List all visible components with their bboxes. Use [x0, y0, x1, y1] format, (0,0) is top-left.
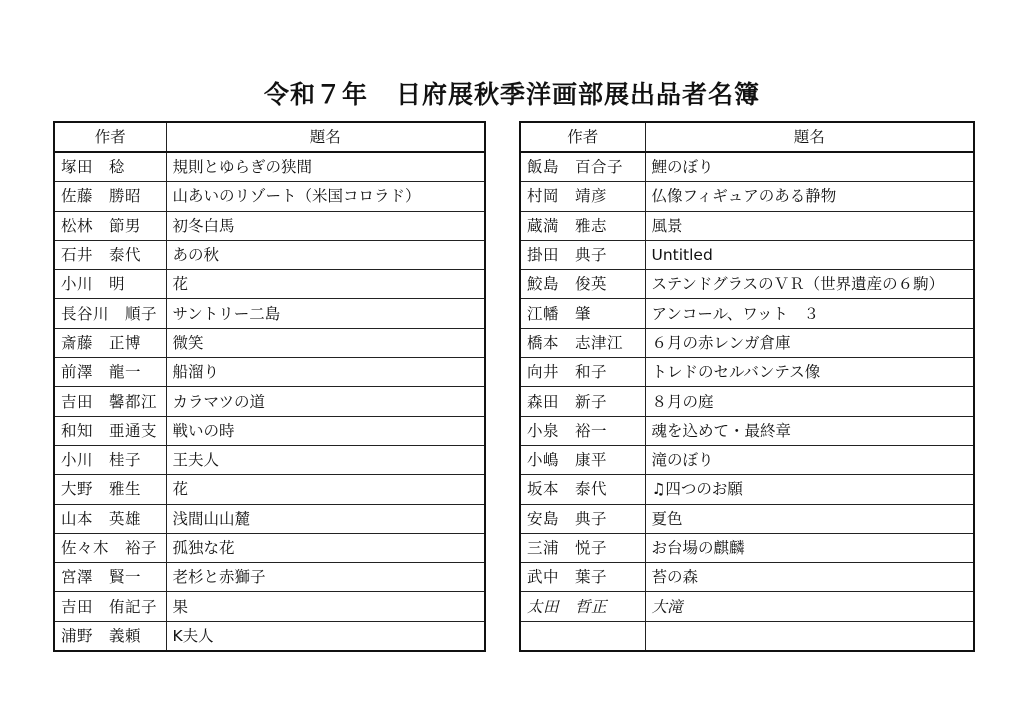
artwork-title: 規則とゆらぎの狭間 [166, 152, 485, 182]
artwork-title: 仏像フィギュアのある静物 [645, 182, 974, 211]
artwork-title: 初冬白馬 [166, 211, 485, 240]
author-name: 石井 泰代 [54, 240, 166, 269]
artwork-title: 微笑 [166, 328, 485, 357]
artwork-title: ステンドグラスのＶＲ（世界遺産の６駒） [645, 270, 974, 299]
table-row [520, 299, 974, 328]
table-row [54, 152, 485, 182]
table-row [520, 211, 974, 240]
author-name: 佐々木 裕子 [54, 533, 166, 562]
author-name: 斎藤 正博 [54, 328, 166, 357]
table-row [54, 270, 485, 299]
artwork-title: 孤独な花 [166, 533, 485, 562]
table-row [54, 592, 485, 621]
artwork-title: トレドのセルバンテス像 [645, 358, 974, 387]
artwork-title: ８月の庭 [645, 387, 974, 416]
author-name: 前澤 龍一 [54, 358, 166, 387]
title-header: 題名 [645, 122, 974, 152]
artwork-title: 王夫人 [166, 445, 485, 474]
author-name: 安島 典子 [520, 504, 645, 533]
exhibitor-table-left [53, 121, 486, 652]
table-row [520, 387, 974, 416]
author-name: 村岡 靖彦 [520, 182, 645, 211]
author-name: 山本 英雄 [54, 504, 166, 533]
author-header: 作者 [54, 122, 166, 152]
author-name: 飯島 百合子 [520, 152, 645, 182]
table-row [520, 270, 974, 299]
author-name: 宮澤 賢一 [54, 563, 166, 592]
table-row [54, 240, 485, 269]
author-name: 小川 桂子 [54, 445, 166, 474]
artwork-title: 老杉と赤獅子 [166, 563, 485, 592]
table-row [54, 358, 485, 387]
artwork-title: 花 [166, 475, 485, 504]
exhibitor-list-right [520, 152, 974, 651]
artwork-title: 風景 [645, 211, 974, 240]
artwork-title: 船溜り [166, 358, 485, 387]
table-row [54, 621, 485, 651]
artwork-title: 大滝 [645, 592, 974, 621]
title-main: 日府展秋季洋画部展出品者名簿 [396, 80, 761, 109]
author-name: 向井 和子 [520, 358, 645, 387]
table-row [54, 445, 485, 474]
author-name: 橋本 志津江 [520, 328, 645, 357]
table-row [54, 533, 485, 562]
table-row [54, 504, 485, 533]
table-row [520, 563, 974, 592]
author-name: 坂本 泰代 [520, 475, 645, 504]
artwork-title: お台場の麒麟 [645, 533, 974, 562]
table-row [54, 328, 485, 357]
author-name: 長谷川 順子 [54, 299, 166, 328]
artwork-title [645, 621, 974, 651]
table-row [520, 152, 974, 182]
author-name: 小泉 裕一 [520, 416, 645, 445]
author-name: 掛田 典子 [520, 240, 645, 269]
artwork-title: 夏色 [645, 504, 974, 533]
author-name: 佐藤 勝昭 [54, 182, 166, 211]
table-row [520, 445, 974, 474]
table-row [54, 387, 485, 416]
author-header: 作者 [520, 122, 645, 152]
table-row [54, 211, 485, 240]
title-year: 令和７年 [263, 80, 368, 109]
artwork-title: 苔の森 [645, 563, 974, 592]
author-name: 三浦 悦子 [520, 533, 645, 562]
table-row [520, 182, 974, 211]
author-name: 鮫島 俊英 [520, 270, 645, 299]
author-name: 大野 雅生 [54, 475, 166, 504]
author-name: 太田 哲正 [520, 592, 645, 621]
table-row [520, 533, 974, 562]
author-name: 吉田 馨都江 [54, 387, 166, 416]
table-row [54, 416, 485, 445]
artwork-title: 浅間山山麓 [166, 504, 485, 533]
author-name: 小嶋 康平 [520, 445, 645, 474]
artwork-title: 果 [166, 592, 485, 621]
artwork-title: 戦いの時 [166, 416, 485, 445]
artwork-title: 魂を込めて・最終章 [645, 416, 974, 445]
artwork-title: K夫人 [166, 621, 485, 651]
page-title [0, 78, 1024, 112]
artwork-title: 鯉のぼり [645, 152, 974, 182]
table-row [520, 621, 974, 651]
table-row [54, 475, 485, 504]
table-row [54, 299, 485, 328]
author-name: 武中 葉子 [520, 563, 645, 592]
artwork-title: 山あいのリゾート（米国コロラド） [166, 182, 485, 211]
artwork-title: アンコール、ワット ３ [645, 299, 974, 328]
table-row [520, 240, 974, 269]
header-row [520, 122, 974, 152]
table-row [520, 475, 974, 504]
author-name: 蔵満 雅志 [520, 211, 645, 240]
title-header: 題名 [166, 122, 485, 152]
author-name: 小川 明 [54, 270, 166, 299]
table-row [54, 182, 485, 211]
author-name [520, 621, 645, 651]
artwork-title: 滝のぼり [645, 445, 974, 474]
author-name: 江幡 肇 [520, 299, 645, 328]
table-row [520, 592, 974, 621]
artwork-title: カラマツの道 [166, 387, 485, 416]
table-row [54, 563, 485, 592]
author-name: 吉田 侑記子 [54, 592, 166, 621]
author-name: 塚田 稔 [54, 152, 166, 182]
artwork-title: Untitled [645, 240, 974, 269]
artwork-title: サントリー二島 [166, 299, 485, 328]
artwork-title: あの秋 [166, 240, 485, 269]
exhibitor-table-right [519, 121, 975, 652]
author-name: 和知 亜通支 [54, 416, 166, 445]
author-name: 浦野 義頼 [54, 621, 166, 651]
table-row [520, 504, 974, 533]
table-row [520, 416, 974, 445]
table-row [520, 328, 974, 357]
artwork-title: 花 [166, 270, 485, 299]
exhibitor-list-left [54, 152, 485, 651]
author-name: 松林 節男 [54, 211, 166, 240]
table-row [520, 358, 974, 387]
artwork-title: ６月の赤レンガ倉庫 [645, 328, 974, 357]
artwork-title: ♫四つのお願 [645, 475, 974, 504]
header-row [54, 122, 485, 152]
author-name: 森田 新子 [520, 387, 645, 416]
